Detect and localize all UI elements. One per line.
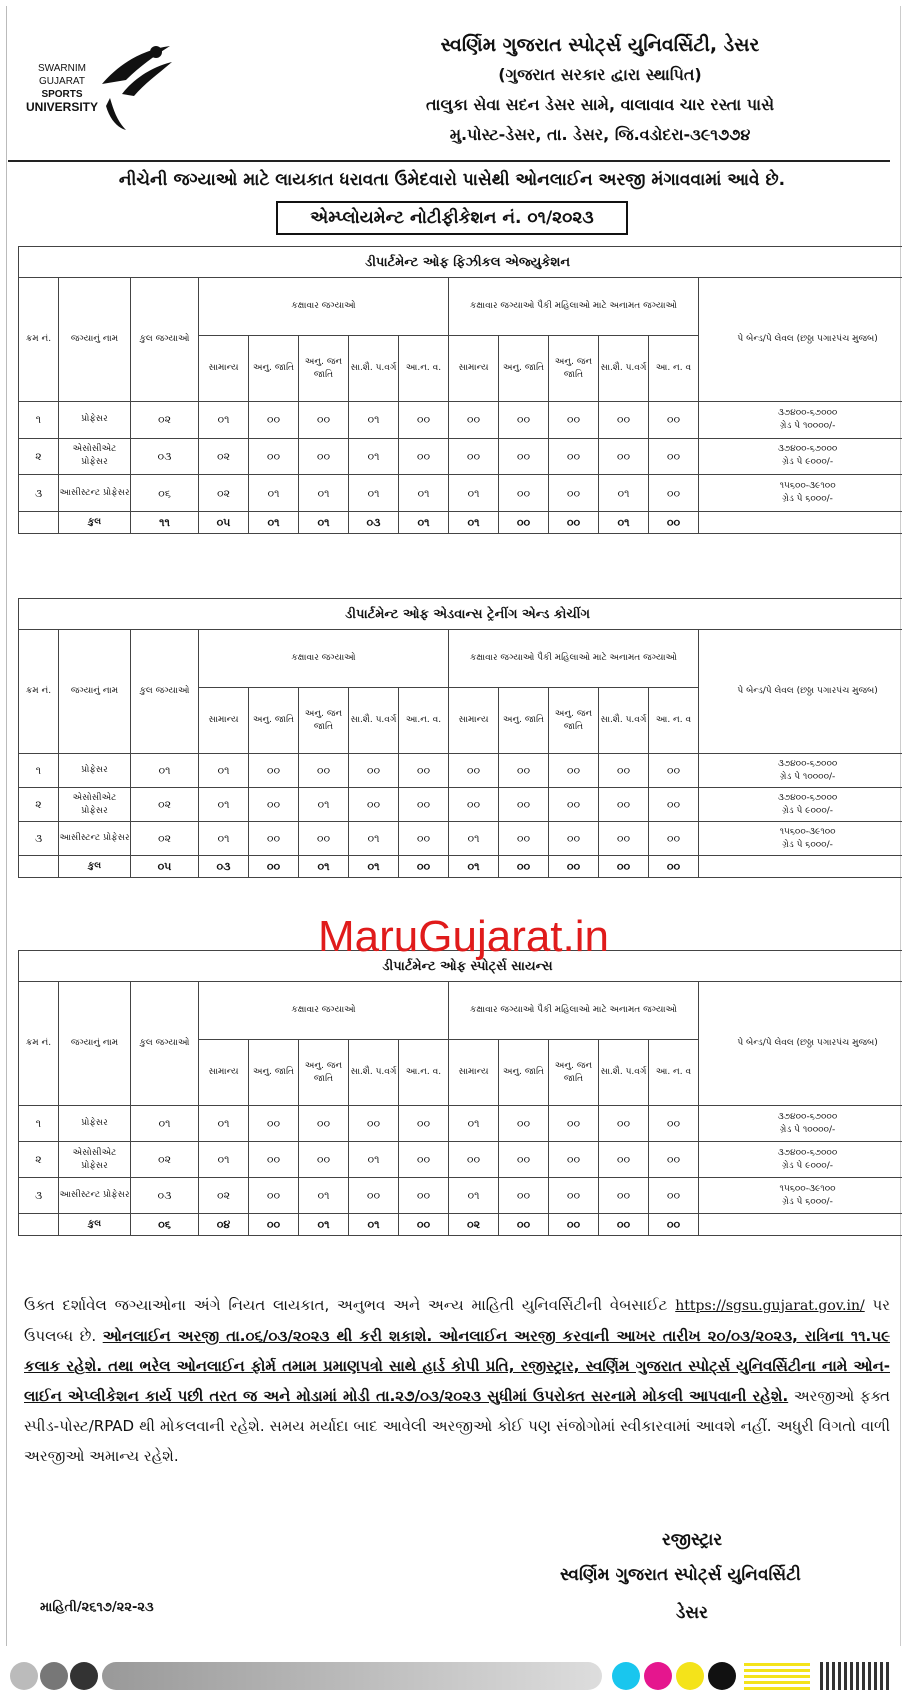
logo-line-1: SWARNIM [38,63,86,74]
row-women-value: ૦૦ [649,402,699,439]
row-category-value: ૦૦ [399,822,449,856]
total-row [19,512,902,534]
col-post: જગ્યાનું નામ [59,278,131,402]
grade-pay: ગ્રેડ પે ૬૦૦૦/- [782,1196,833,1207]
row-category-value: ૦૦ [349,1178,399,1214]
row-women-value: ૦૦ [599,1106,649,1142]
row-women-value: ૦૦ [599,754,649,788]
row-pay [699,1178,902,1214]
row-women-value: ૦૦ [549,475,599,512]
row-category-value: ૦૨ [199,438,249,475]
total-row [19,856,902,878]
total-women-value: ૦૦ [549,856,599,878]
total-women-value: ૦૦ [549,1214,599,1236]
row-total: ૦૨ [131,822,199,856]
total-category-value: ૦૦ [399,856,449,878]
col-category: સા.શૈ. પ.વર્ગ [349,1040,399,1106]
table-row [19,754,902,788]
row-category-value: ૦૦ [299,822,349,856]
total-women-value: ૦૧ [449,512,499,534]
header-row [19,630,902,688]
total-women-value: ૦૦ [499,856,549,878]
address-line-1: તાલુકા સેવા સદન ડેસર સામે, વાલાવાવ ચાર રસ્તા પાસે [425,95,775,114]
row-women-value: ૦૦ [599,822,649,856]
total-women-value: ૦૦ [649,1214,699,1236]
row-women-value: ૦૦ [499,402,549,439]
address-line-2: મુ.પોસ્ટ-ડેસર, તા. ડેસર, જિ.વડોદરા-૩૯૧૭૭૪ [449,125,751,144]
row-post: એસોસીએટ પ્રોફેસર [59,438,131,475]
vacancy-table [18,950,902,1236]
row-category-value: ૦૧ [199,1106,249,1142]
total-pay-empty [699,512,902,534]
row-total: ૦૧ [131,1106,199,1142]
col-category: અનુ. જાતિ [249,1040,299,1106]
row-category-value: ૦૦ [399,788,449,822]
gray-dot-3 [70,1662,98,1690]
pay-band: ૩૭૪૦૦-૬૭૦૦૦ [777,758,838,769]
row-women-value: ૦૦ [599,1142,649,1178]
grade-pay: ગ્રેડ પે ૯૦૦૦/- [782,1160,833,1171]
row-pay [699,475,902,512]
col-category: અનુ. જન જાતિ [299,1040,349,1106]
row-pay [699,438,902,475]
header-address [320,30,880,150]
total-women-value: ૦૨ [449,1214,499,1236]
row-category-value: ૦૧ [199,402,249,439]
row-women-value: ૦૦ [549,402,599,439]
pay-band: ૩૭૪૦૦-૬૭૦૦૦ [777,407,838,418]
grade-pay: ગ્રેડ પે ૯૦૦૦/- [782,805,834,816]
row-women-value: ૦૦ [649,754,699,788]
col-women-category: સા.શૈ. પ.વર્ગ [599,688,649,754]
total-women-value: ૦૦ [599,856,649,878]
table-row [19,1178,902,1214]
logo-line-3: SPORTS [41,89,83,100]
watermark: MaruGujarat.in [318,912,610,961]
row-women-value: ૦૦ [599,438,649,475]
row-pay [699,1142,902,1178]
black-stripes [820,1662,890,1690]
row-women-value: ૦૧ [449,475,499,512]
total-category-value: ૦૪ [199,1214,249,1236]
row-pay [699,1106,902,1142]
total-women-value: ૦૦ [599,1214,649,1236]
col-women: કક્ષાવાર જગ્યાઓ પૈકી મહિલાઓ માટે અનામત જગ્યાઓ [449,278,699,336]
row-category-value: ૦૦ [249,1178,299,1214]
logo-line-2: GUJARAT [39,76,85,87]
total-label: કુલ [59,856,131,878]
row-category-value: ૦૧ [349,402,399,439]
col-post: જગ્યાનું નામ [59,630,131,754]
row-women-value: ૦૦ [549,438,599,475]
row-category-value: ૦૧ [249,475,299,512]
row-total: ૦૩ [131,1178,199,1214]
total-category-value: ૦૧ [349,1214,399,1236]
total-women-value: ૦૦ [499,1214,549,1236]
col-catwise: કક્ષાવાર જગ્યાઓ [199,982,449,1040]
page-edge-left [6,6,7,1646]
col-category: અનુ. જન જાતિ [299,688,349,754]
row-sr: ૩ [19,475,59,512]
header-divider [8,160,890,162]
col-women-category: સામાન્ય [449,1040,499,1106]
grade-pay: ગ્રેડ પે ૧૦૦૦૦/- [779,771,836,782]
gray-dot-2 [40,1662,68,1690]
total-count: ૧૧ [131,512,199,534]
col-women-category: આ. ન. વ [649,688,699,754]
total-row [19,1214,902,1236]
row-women-value: ૦૧ [449,1106,499,1142]
col-women-category: સા.શૈ. પ.વર્ગ [599,336,649,402]
row-pay [699,402,902,439]
cyan-dot [612,1662,640,1690]
total-category-value: ૦૦ [249,856,299,878]
row-category-value: ૦૦ [349,1106,399,1142]
row-category-value: ૦૦ [399,1142,449,1178]
row-pay [699,788,902,822]
row-women-value: ૦૦ [449,438,499,475]
pay-band: ૩૭૪૦૦-૬૭૦૦૦ [777,444,838,455]
col-women-category: સામાન્ય [449,336,499,402]
reference-number: માહિતી/૨૬૧૭/૨૨-૨૩ [40,1600,154,1615]
pay-band: ૩૭૪૦૦-૬૭૦૦૦ [777,1111,838,1122]
row-post: પ્રોફેસર [59,754,131,788]
row-women-value: ૦૦ [499,475,549,512]
grade-pay: ગ્રેડ પે ૬૦૦૦/- [782,839,833,850]
col-total: કુલ જગ્યાઓ [131,982,199,1106]
row-category-value: ૦૧ [299,475,349,512]
col-women-category: સામાન્ય [449,688,499,754]
intro-text: નીચેની જગ્યાઓ માટે લાયકાત ધરાવતા ઉમેદવારો પાસેથી ઓનલાઈન અરજી મંગાવવામાં આવે છે. [118,170,786,190]
row-women-value: ૦૧ [449,1178,499,1214]
col-category: આ.ન. વ. [399,688,449,754]
row-post: પ્રોફેસર [59,1106,131,1142]
col-category: અનુ. જન જાતિ [299,336,349,402]
vacancy-table [18,246,902,534]
magenta-dot [644,1662,672,1690]
row-category-value: ૦૧ [299,1178,349,1214]
yellow-dot [676,1662,704,1690]
row-women-value: ૦૦ [649,475,699,512]
row-women-value: ૦૦ [499,438,549,475]
paragraph-part-2: પર ઉપલબ્ધ છે. [24,1296,890,1345]
row-category-value: ૦૦ [399,402,449,439]
col-women-category: અનુ. જાતિ [499,1040,549,1106]
row-women-value: ૦૦ [549,754,599,788]
total-label: કુલ [59,512,131,534]
table-row [19,822,902,856]
row-category-value: ૦૦ [249,402,299,439]
gray-dot-1 [10,1662,38,1690]
row-category-value: ૦૧ [349,822,399,856]
row-post: એસોસીએટ પ્રોફેસર [59,788,131,822]
row-women-value: ૦૦ [549,788,599,822]
col-women: કક્ષાવાર જગ્યાઓ પૈકી મહિલાઓ માટે અનામત જગ્યાઓ [449,982,699,1040]
col-women-category: આ. ન. વ [649,336,699,402]
pay-band: ૧૫૬૦૦-૩૯૧૦૦ [779,481,836,492]
row-category-value: ૦૧ [199,1142,249,1178]
row-category-value: ૦૦ [399,1178,449,1214]
row-post: આસીસ્ટન્ટ પ્રોફેસર [59,1178,131,1214]
row-sr: ૩ [19,822,59,856]
row-category-value: ૦૧ [299,788,349,822]
row-category-value: ૦૧ [349,475,399,512]
total-empty [19,1214,59,1236]
row-women-value: ૦૦ [549,822,599,856]
total-count: ૦૫ [131,856,199,878]
row-category-value: ૦૦ [399,438,449,475]
row-sr: ૨ [19,438,59,475]
total-category-value: ૦૦ [399,1214,449,1236]
row-total: ૦૬ [131,475,199,512]
total-category-value: ૦૦ [249,1214,299,1236]
row-category-value: ૦૦ [299,754,349,788]
total-count: ૦૬ [131,1214,199,1236]
gray-gradient-bar [102,1662,602,1690]
total-category-value: ૦૩ [349,512,399,534]
col-category: સા.શૈ. પ.વર્ગ [349,336,399,402]
grade-pay: ગ્રેડ પે ૧૦૦૦૦/- [779,420,836,431]
row-total: ૦૨ [131,788,199,822]
col-total: કુલ જગ્યાઓ [131,630,199,754]
col-catwise: કક્ષાવાર જગ્યાઓ [199,278,449,336]
row-women-value: ૦૦ [499,1142,549,1178]
total-label: કુલ [59,1214,131,1236]
instructions-paragraph [24,1290,890,1471]
yellow-stripes [744,1662,810,1690]
black-dot [708,1662,736,1690]
row-category-value: ૦૦ [399,754,449,788]
department-title: ડીપાર્ટમેન્ટ ઓફ ફિઝીકલ એજ્યુકેશન [19,247,902,278]
col-women-category: સા.શૈ. પ.વર્ગ [599,1040,649,1106]
row-women-value: ૦૧ [449,822,499,856]
row-sr: ૧ [19,1106,59,1142]
paragraph-part-1: ઉક્ત દર્શાવેલ જગ્યાઓના અંગે નિયત લાયકાત, અનુભવ અને અન્ય માહિતી યુનિવર્સિટીની વેબસાઈટ [24,1296,676,1314]
grade-pay: ગ્રેડ પે ૬૦૦૦/- [782,494,833,505]
row-category-value: ૦૨ [199,1178,249,1214]
application-dates: ઓનલાઈન અરજી તા.૦૬/૦૩/૨૦૨૩ થી કરી શકાશે. ઓનલાઈન અરજી કરવાની આખર તારીખ ૨૦/૦૩/૨૦૨૩, રાત્રિના ૧૧.૫૯ કલાક રહેશે. તથા ભરેલ ઓનલાઈન ફોર્મ તમામ પ્રમાણપત્રો સાથે હાર્ડ કોપી પ્રતિ, રજીસ્ટ્રાર, સ્વર્ણિમ ગુજરાત સ્પોર્ટ્સ યુનિવર્સિટીના નામે ઓન-લાઈન એપ્લીકેશન કાર્ય પછી તરત જ અને મોડામાં મોડી તા.૨૭/૦૩/૨૦૨૩ સુધીમાં ઉપરોક્ત સરનામે મોકલી આપવાની રહેશે. [24,1327,890,1405]
row-category-value: ૦૦ [249,1142,299,1178]
row-post: આસીસ્ટન્ટ પ્રોફેસર [59,822,131,856]
row-women-value: ૦૦ [649,1142,699,1178]
row-women-value: ૦૦ [649,788,699,822]
col-sr: ક્રમ નં. [19,982,59,1106]
row-post: આસીસ્ટન્ટ પ્રોફેસર [59,475,131,512]
row-sr: ૧ [19,402,59,439]
col-category: અનુ. જાતિ [249,336,299,402]
row-women-value: ૦૦ [599,402,649,439]
total-category-value: ૦૧ [299,512,349,534]
website-link[interactable]: https://sgsu.gujarat.gov.in/ [675,1298,865,1314]
row-category-value: ૦૦ [249,438,299,475]
row-total: ૦૧ [131,754,199,788]
row-category-value: ૦૦ [249,822,299,856]
col-category: સામાન્ય [199,1040,249,1106]
col-pay: પે બેન્ડ/પે લેવલ (છઠ્ઠા પગારપંચ મુજબ) [699,982,902,1106]
table-row [19,402,902,439]
university-logo [22,36,172,132]
row-category-value: ૦૦ [249,788,299,822]
paragraph-part-3: અરજીઓ ફક્ત સ્પીડ-પોસ્ટ/RPAD થી મોકલવાની રહેશે. સમય મર્યાદા બાદ આવેલી અરજીઓ કોઈ પણ સંજોગોમાં સ્વીકારવામાં આવશે નહીં. અધુરી વિગતો વાળી અરજીઓ અમાન્ય રહેશે. [24,1387,891,1465]
row-category-value: ૦૦ [349,754,399,788]
row-sr: ૨ [19,788,59,822]
row-category-value: ૦૧ [399,475,449,512]
notification-number: એમ્પ્લોયમેન્ટ નોટીફીકેશન નં. ૦૧/૨૦૨૩ [276,201,628,235]
row-category-value: ૦૧ [199,788,249,822]
row-women-value: ૦૦ [449,1142,499,1178]
row-women-value: ૦૦ [649,822,699,856]
row-women-value: ૦૦ [549,1178,599,1214]
signature-place: ડેસર [676,1603,708,1623]
row-women-value: ૦૦ [499,788,549,822]
row-category-value: ૦૦ [299,402,349,439]
row-category-value: ૦૨ [199,475,249,512]
university-name: સ્વર્ણિમ ગુજરાત સ્પોર્ટ્સ યુનિવર્સિટી, ડેસર [440,34,760,56]
row-pay [699,822,902,856]
total-pay-empty [699,856,902,878]
total-empty [19,512,59,534]
pay-band: ૩૭૪૦૦-૬૭૦૦૦ [777,792,838,803]
total-category-value: ૦૧ [299,1214,349,1236]
pay-band: ૧૫૬૦૦-૩૯૧૦૦ [779,826,836,837]
total-women-value: ૦૧ [449,856,499,878]
col-category: આ.ન. વ. [399,336,449,402]
row-total: ૦૨ [131,1142,199,1178]
col-women-category: અનુ. જન જાતિ [549,688,599,754]
header-row [19,278,902,336]
col-catwise: કક્ષાવાર જગ્યાઓ [199,630,449,688]
row-pay [699,754,902,788]
col-women-category: આ. ન. વ [649,1040,699,1106]
row-women-value: ૦૦ [599,788,649,822]
row-women-value: ૦૦ [449,402,499,439]
department-title: ડીપાર્ટમેન્ટ ઓફ સ્પોર્ટ્સ સાયન્સ [19,951,902,982]
total-category-value: ૦૩ [199,856,249,878]
pay-band: ૩૭૪૦૦-૬૭૦૦૦ [777,1147,838,1158]
col-women-category: અનુ. જાતિ [499,336,549,402]
row-women-value: ૦૦ [549,1106,599,1142]
established-by: (ગુજરાત સરકાર દ્વારા સ્થાપિત) [498,65,702,84]
col-category: આ.ન. વ. [399,1040,449,1106]
col-women-category: અનુ. જન જાતિ [549,1040,599,1106]
row-women-value: ૦૦ [449,788,499,822]
table-row [19,1106,902,1142]
row-women-value: ૦૧ [599,475,649,512]
row-category-value: ૦૦ [349,788,399,822]
header-row [19,982,902,1040]
grade-pay: ગ્રેડ પે ૯૦૦૦/- [782,457,834,468]
row-women-value: ૦૦ [649,1178,699,1214]
table-row [19,475,902,512]
col-sr: ક્રમ નં. [19,630,59,754]
total-category-value: ૦૧ [349,856,399,878]
row-sr: ૧ [19,754,59,788]
row-women-value: ૦૦ [649,1106,699,1142]
row-women-value: ૦૦ [549,1142,599,1178]
row-category-value: ૦૧ [199,822,249,856]
col-pay: પે બેન્ડ/પે લેવલ (છઠ્ઠા પગારપંચ મુજબ) [699,278,902,402]
table-row [19,788,902,822]
total-women-value: ૦૦ [549,512,599,534]
pay-band: ૧૫૬૦૦-૩૯૧૦૦ [779,1183,836,1194]
logo-line-4: UNIVERSITY [26,100,99,114]
total-women-value: ૦૦ [649,856,699,878]
row-category-value: ૦૦ [299,1142,349,1178]
total-women-value: ૦૦ [649,512,699,534]
total-empty [19,856,59,878]
row-category-value: ૦૦ [399,1106,449,1142]
total-category-value: ૦૧ [399,512,449,534]
col-women: કક્ષાવાર જગ્યાઓ પૈકી મહિલાઓ માટે અનામત જગ્યાઓ [449,630,699,688]
row-total: ૦૩ [131,438,199,475]
col-women-category: અનુ. જન જાતિ [549,336,599,402]
col-sr: ક્રમ નં. [19,278,59,402]
signature-title: રજીસ્ટ્રાર [662,1530,723,1550]
total-pay-empty [699,1214,902,1236]
col-category: સામાન્ય [199,336,249,402]
col-category: સામાન્ય [199,688,249,754]
row-women-value: ૦૦ [599,1178,649,1214]
row-women-value: ૦૦ [449,754,499,788]
total-category-value: ૦૧ [249,512,299,534]
row-women-value: ૦૦ [499,754,549,788]
row-post: પ્રોફેસર [59,402,131,439]
row-women-value: ૦૦ [649,438,699,475]
row-women-value: ૦૦ [499,1178,549,1214]
row-category-value: ૦૦ [249,754,299,788]
row-sr: ૩ [19,1178,59,1214]
total-women-value: ૦૧ [599,512,649,534]
row-category-value: ૦૦ [299,1106,349,1142]
row-women-value: ૦૦ [499,822,549,856]
col-category: સા.શૈ. પ.વર્ગ [349,688,399,754]
row-total: ૦૨ [131,402,199,439]
col-total: કુલ જગ્યાઓ [131,278,199,402]
table-row [19,438,902,475]
table-row [19,1142,902,1178]
col-women-category: અનુ. જાતિ [499,688,549,754]
row-category-value: ૦૧ [349,438,399,475]
row-post: એસોસીએટ પ્રોફેસર [59,1142,131,1178]
col-category: અનુ. જાતિ [249,688,299,754]
col-pay: પે બેન્ડ/પે લેવલ (છઠ્ઠા પગારપંચ મુજબ) [699,630,902,754]
total-women-value: ૦૦ [499,512,549,534]
row-category-value: ૦૦ [299,438,349,475]
vacancy-table [18,598,902,878]
col-post: જગ્યાનું નામ [59,982,131,1106]
department-title: ડીપાર્ટમેન્ટ ઓફ એડવાન્સ ટ્રેનીંગ એન્ડ કોચીંગ [19,599,902,630]
row-category-value: ૦૧ [199,754,249,788]
printer-color-bar [0,1654,902,1690]
row-sr: ૨ [19,1142,59,1178]
total-category-value: ૦૫ [199,512,249,534]
signature-org: સ્વર્ણિમ ગુજરાત સ્પોર્ટ્સ યુનિવર્સિટી [560,1565,801,1585]
row-category-value: ૦૧ [349,1142,399,1178]
total-category-value: ૦૧ [299,856,349,878]
grade-pay: ગ્રેડ પે ૧૦૦૦૦/- [779,1124,836,1135]
row-category-value: ૦૦ [249,1106,299,1142]
row-women-value: ૦૦ [499,1106,549,1142]
